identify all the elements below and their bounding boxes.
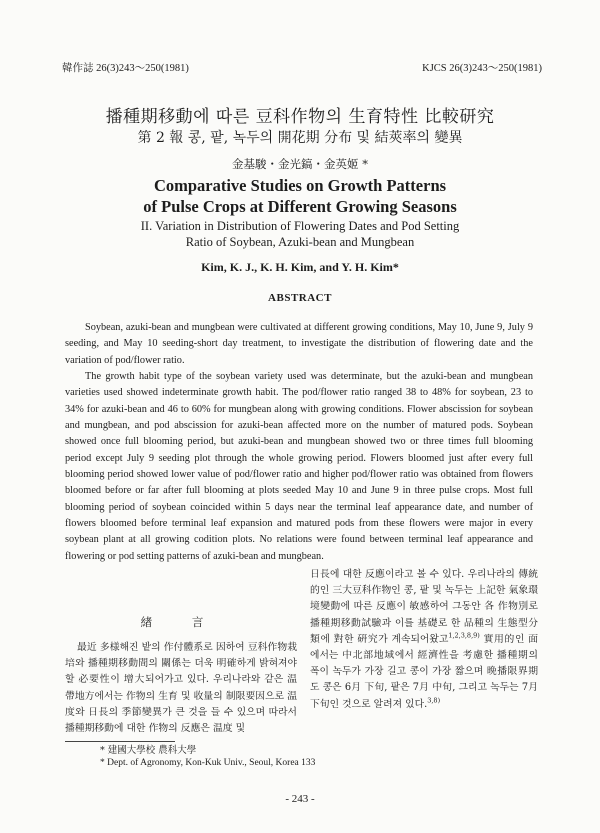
footnote-english-affiliation: * Dept. of Agronomy, Kon-Kuk Univ., Seoul, Korea 133 <box>100 758 316 768</box>
intro-right-text-b: 實用的인 面에서는 中北部地域에서 經濟性을 考慮한 播種期의 폭이 녹두가 가장 길고 콩이 가장 짧으며 晩播限界期도 콩은 6月 下旬, 팥은 7月 中旬, 그리고 녹두는 7月 下旬인 것으로 알려져 있다. <box>310 633 538 710</box>
intro-right-text-a: 日長에 대한 反應이라고 볼 수 있다. 우리나라의 傳統的인 三大豆科作物인 콩, 팥 및 녹두는 上記한 氣象環境變動에 따른 反應이 敏感하여 그동안 各 作物別로 播種期移動試驗과 이를 基礎로 한 品種의 生態型分類에 對한 硏究가 계속되어왔고 <box>310 569 538 645</box>
korean-subtitle: 第 2 報 콩, 팥, 녹두의 開花期 分布 및 結莢率의 變異 <box>137 130 463 146</box>
english-subtitle-line-2: Ratio of Soybean, Azuki-bean and Mungbean <box>185 235 415 249</box>
introduction-heading: 緖 言 <box>140 615 222 629</box>
footnote-divider <box>65 741 175 742</box>
introduction-right-column <box>310 567 538 713</box>
page-number: - 243 - <box>285 793 315 805</box>
reference-superscript-1: 1,2,3,8,9) <box>448 631 480 640</box>
abstract-body <box>65 320 533 565</box>
korean-authors: 金基駿・金光鎬・金英姬 * <box>232 157 368 171</box>
korean-title: 播種期移動에 따른 豆科作物의 生育特性 比較研究 <box>105 107 495 127</box>
english-subtitle-line-1: II. Variation in Distribution of Flowering Dates and Pod Setting <box>140 219 460 233</box>
introduction-paragraph-left: 最近 多様해진 밭의 作付體系로 因하여 豆科作物栽培와 播種期移動間의 關係는 더욱 明確하게 밝혀져야할 必要性이 增大되어가고 있다. 우리나라와 같은 温帶地方에서는 作物의 生育 및 收量의 制限要因으로 温度와 日長의 季節變異가 큰 것을 들 수 있으며 따라서 播種期移動에 대한 作物의 反應은 温度 및 <box>65 642 297 735</box>
abstract-heading: ABSTRACT <box>268 292 332 304</box>
abstract-paragraph-1: Soybean, azuki-bean and mungbean were cultivated at different growing conditions, May 10, June 9, July 9 seeding, and May 10 seeding-short day treatment, to investigate the distribution of flowering date and the variation of pod/flower ratio. <box>65 322 533 366</box>
english-title-line-1: Comparative Studies on Growth Patterns <box>153 176 447 195</box>
introduction-left-column <box>65 614 297 737</box>
footnote-korean-affiliation: * 建國大學校 農科大學 <box>100 745 197 756</box>
reference-superscript-2: 3,8) <box>427 696 441 705</box>
english-subtitle <box>0 218 600 250</box>
journal-citation-english: KJCS 26(3)243～250(1981) <box>422 63 542 74</box>
english-title <box>0 175 600 217</box>
english-title-line-2: of Pulse Crops at Different Growing Seasons <box>143 197 457 216</box>
introduction-paragraph-right <box>310 567 538 713</box>
abstract-paragraph-2: The growth habit type of the soybean variety used was determinate, but the azuki-bean and mungbean varieties used showed indeterminate growth habit. The pod/flower ratio ranged 38 to 48% for soybean, 23 to 34% for azuki-bean and 46 to 60% for mungbean along with growing conditions. Flower abscission for soybean and mungbean, and pod abscission for azuki-bean affected more on the number of matured pods. Soybean showed once full blooming period, but azuki-bean and mungbean showed two or three times full blooming period except July 9 seeding plot through the whole growing period. Flowers bloomed just after every full blooming period showed lower value of pod/flower ratio and higher pod/flower ratio was obtained from flowers bloomed before or far after full blooming at plots seeded May 10 and June 9 in three pulse crops. Most full blooming period of soybean coincided within 5 days near the terminal leaf appearance date, and number of flowers bloomed before terminal leaf expansion and matured pods from these flowers were major in every soybean plant at all growing codition plots. No relations were found between terminal leaf appearance and flowering or pod setting patterns of azuki-bean and mungbean. <box>65 371 533 562</box>
english-authors: Kim, K. J., K. H. Kim, and Y. H. Kim* <box>201 260 399 274</box>
journal-citation-korean: 韓作誌 26(3)243～250(1981) <box>62 63 189 74</box>
